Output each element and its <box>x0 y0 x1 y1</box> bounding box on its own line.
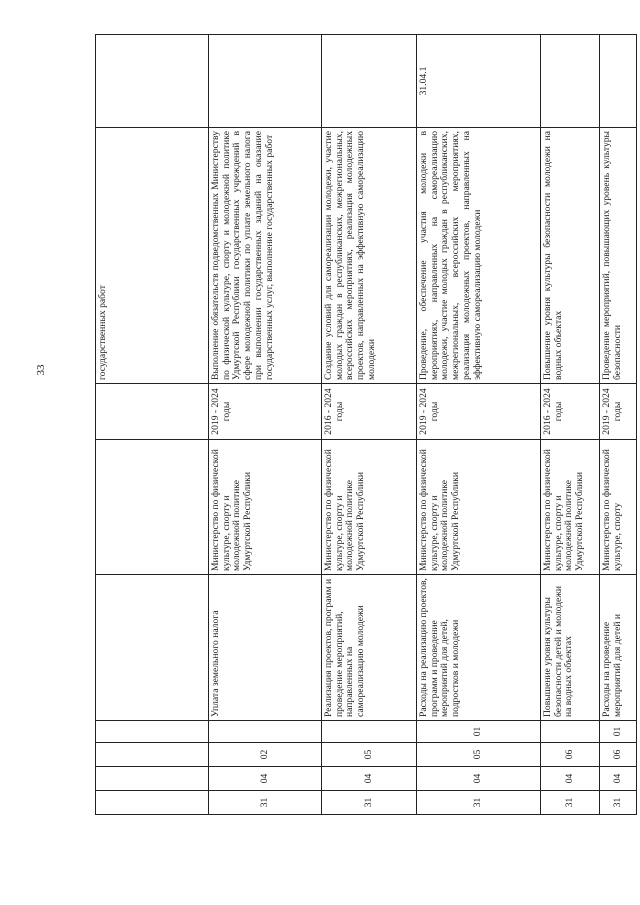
m-code: 01 <box>417 721 541 743</box>
gp-code: 31 <box>209 791 322 815</box>
executor: Министерство по физической культуре, спорту и молодежной политике Удмуртской Республики <box>541 440 600 575</box>
expected-result: Проведение, обеспечение участия молодежи в мероприятиях, направленных на самореализацию молодежи, участие молодых граждан в республиканских, межрегиональных, всероссийских мероприятиях, реализация молодежных проектов, направленных на эффективную самореализацию молодежи <box>417 128 541 384</box>
expected-result: Проведение мероприятий, повышающих уровень культуры безопасности <box>600 128 637 384</box>
gp-code: 31 <box>600 791 637 815</box>
expected-result: Выполнение обязательств подведомственных Министерству по физической культуре, спорту и молодежной политике Удмуртской Республики государственных учреждений в сфере молодежной политики по уплате земельного налога при выполнении государственных заданий на оказание государственных услуг, выполнение государственных работ <box>209 128 322 384</box>
continuation-row <box>96 35 209 815</box>
pp-code: 04 <box>209 767 322 791</box>
measure-name: Реализация проектов, программ и проведение мероприятий, направленных на самореализацию молодежи <box>322 575 417 721</box>
gp-code: 31 <box>322 791 417 815</box>
executor: Министерство по физической культуре, спорту и молодежной политике Удмуртской Республики <box>322 440 417 575</box>
executor: Министерство по физической культуре, спорту <box>600 440 637 575</box>
om-code: 05 <box>322 743 417 767</box>
measure-name: Расходы на проведение мероприятий для детей и <box>600 575 637 721</box>
indicator-link: 31.04.1 <box>417 35 541 128</box>
table-row <box>417 35 541 815</box>
table-row <box>322 35 417 815</box>
m-code <box>209 721 322 743</box>
indicator-link <box>541 35 600 128</box>
gp-code: 31 <box>417 791 541 815</box>
m-code <box>322 721 417 743</box>
m-code: 01 <box>600 721 637 743</box>
measure-name: Расходы на реализацию проектов, программ и проведение мероприятий для детей, подростков и молодежи <box>417 575 541 721</box>
executor: Министерство по физической культуре, спорту и молодежной политике Удмуртской Республики <box>417 440 541 575</box>
rotated-table-inner <box>95 35 623 815</box>
indicator-link <box>322 35 417 128</box>
measure-name: Повышение уровня культуры безопасности детей и молодежи на водных объектах <box>541 575 600 721</box>
period: 2016 - 2024 годы <box>541 384 600 440</box>
table-row <box>209 35 322 815</box>
table-row <box>541 35 600 815</box>
period: 2019 - 2024 годы <box>209 384 322 440</box>
period: 2019 - 2024 годы <box>600 384 637 440</box>
period: 2016 - 2024 годы <box>322 384 417 440</box>
pp-code: 04 <box>417 767 541 791</box>
executor: Министерство по физической культуре, спорту и молодежной политике Удмуртской Республики <box>209 440 322 575</box>
om-code: 02 <box>209 743 322 767</box>
pp-code: 04 <box>322 767 417 791</box>
pp-code: 04 <box>541 767 600 791</box>
pp-code: 04 <box>600 767 637 791</box>
period: 2019 - 2024 годы <box>417 384 541 440</box>
gp-code: 31 <box>541 791 600 815</box>
om-code: 06 <box>600 743 637 767</box>
expected-result: Повышение уровня культуры безопасности молодежи на водных объектах <box>541 128 600 384</box>
indicator-link <box>209 35 322 128</box>
expected-result: Создание условий для самореализации молодежи, участие молодых граждан в республиканских, межрегиональных, всероссийских мероприятиях, реализация молодежных проектов, направленных на эффективную самореализацию молодежи <box>322 128 417 384</box>
table-row <box>600 35 637 815</box>
page-number: 33 <box>35 364 47 376</box>
indicator-link <box>600 35 637 128</box>
m-code <box>541 721 600 743</box>
program-measures-table <box>95 34 637 815</box>
om-code: 05 <box>417 743 541 767</box>
rotated-table-frame <box>95 35 623 815</box>
om-code: 06 <box>541 743 600 767</box>
measure-name: Уплата земельного налога <box>209 575 322 721</box>
continuation-text: государственных работ <box>96 128 209 384</box>
